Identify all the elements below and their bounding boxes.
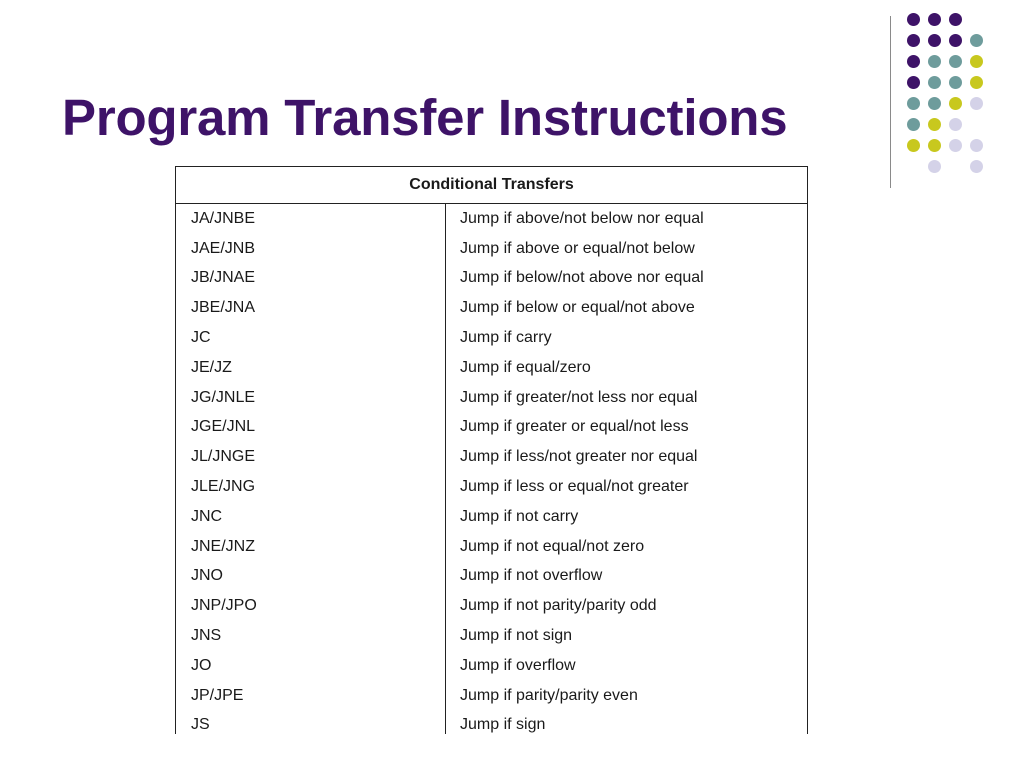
decorative-dot [949, 97, 962, 110]
table-row [176, 323, 808, 353]
conditional-transfers-table-container [175, 166, 808, 734]
instruction-description: Jump if not equal/not zero [446, 532, 808, 562]
decorative-dot [928, 139, 941, 152]
decorative-dot [949, 34, 962, 47]
instruction-description: Jump if less or equal/not greater [446, 472, 808, 502]
instruction-description: Jump if parity/parity even [446, 681, 808, 711]
decorative-dot [928, 13, 941, 26]
decorative-dot [928, 76, 941, 89]
instruction-description: Jump if above/not below nor equal [446, 204, 808, 234]
instruction-mnemonic: JNS [176, 621, 446, 651]
table-row [176, 562, 808, 592]
table-row [176, 472, 808, 502]
table-row [176, 681, 808, 711]
table-row [176, 502, 808, 532]
instruction-description: Jump if not carry [446, 502, 808, 532]
decorative-dot [970, 55, 983, 68]
slide-title: Program Transfer Instructions [62, 89, 788, 146]
table-row [176, 651, 808, 681]
table-row [176, 591, 808, 621]
instruction-mnemonic: JA/JNBE [176, 204, 446, 234]
decorative-dot [907, 13, 920, 26]
decorative-dot [907, 34, 920, 47]
instruction-description: Jump if below/not above nor equal [446, 264, 808, 294]
table-row [176, 204, 808, 234]
decorative-dot [970, 139, 983, 152]
instruction-mnemonic: JE/JZ [176, 353, 446, 383]
instruction-mnemonic: JO [176, 651, 446, 681]
instruction-mnemonic: JNO [176, 562, 446, 592]
divider-line [890, 16, 891, 188]
decorative-dot [949, 118, 962, 131]
instruction-description: Jump if overflow [446, 651, 808, 681]
instruction-mnemonic: JAE/JNB [176, 234, 446, 264]
decorative-dot [928, 55, 941, 68]
instruction-description: Jump if not parity/parity odd [446, 591, 808, 621]
instruction-mnemonic: JNP/JPO [176, 591, 446, 621]
table-row [176, 442, 808, 472]
table-row [176, 353, 808, 383]
instruction-description: Jump if above or equal/not below [446, 234, 808, 264]
decorative-dot [970, 97, 983, 110]
decorative-dot [928, 118, 941, 131]
instruction-mnemonic: JG/JNLE [176, 383, 446, 413]
decorative-dot [928, 160, 941, 173]
decorative-dot [907, 97, 920, 110]
decorative-dot [970, 34, 983, 47]
decorative-dot [928, 34, 941, 47]
table-header: Conditional Transfers [176, 167, 808, 204]
decorative-dot [970, 160, 983, 173]
decorative-dot [949, 13, 962, 26]
decorative-dot [949, 55, 962, 68]
decorative-dot [928, 97, 941, 110]
decorative-dot [907, 118, 920, 131]
instruction-mnemonic: JLE/JNG [176, 472, 446, 502]
instruction-mnemonic: JP/JPE [176, 681, 446, 711]
instruction-description: Jump if equal/zero [446, 353, 808, 383]
decorative-dot [907, 76, 920, 89]
table-row [176, 711, 808, 734]
table-row [176, 413, 808, 443]
instruction-mnemonic: JBE/JNA [176, 293, 446, 323]
table-row [176, 532, 808, 562]
decorative-dot [907, 55, 920, 68]
instruction-description: Jump if not overflow [446, 562, 808, 592]
table-row [176, 621, 808, 651]
table-row [176, 234, 808, 264]
decorative-dot-grid [907, 13, 1007, 173]
conditional-transfers-table [175, 166, 808, 734]
instruction-description: Jump if less/not greater nor equal [446, 442, 808, 472]
instruction-mnemonic: JNC [176, 502, 446, 532]
instruction-description: Jump if carry [446, 323, 808, 353]
instruction-description: Jump if greater/not less nor equal [446, 383, 808, 413]
table-header-row [176, 167, 808, 204]
instruction-mnemonic: JS [176, 711, 446, 734]
instruction-mnemonic: JGE/JNL [176, 413, 446, 443]
instruction-mnemonic: JC [176, 323, 446, 353]
table-row [176, 293, 808, 323]
instruction-description: Jump if sign [446, 711, 808, 734]
decorative-dot [907, 139, 920, 152]
instruction-description: Jump if greater or equal/not less [446, 413, 808, 443]
decorative-dot [949, 139, 962, 152]
decorative-dot [949, 76, 962, 89]
instruction-mnemonic: JNE/JNZ [176, 532, 446, 562]
table-row [176, 383, 808, 413]
instruction-description: Jump if not sign [446, 621, 808, 651]
instruction-description: Jump if below or equal/not above [446, 293, 808, 323]
instruction-mnemonic: JB/JNAE [176, 264, 446, 294]
instruction-mnemonic: JL/JNGE [176, 442, 446, 472]
decorative-dot [970, 76, 983, 89]
table-row [176, 264, 808, 294]
